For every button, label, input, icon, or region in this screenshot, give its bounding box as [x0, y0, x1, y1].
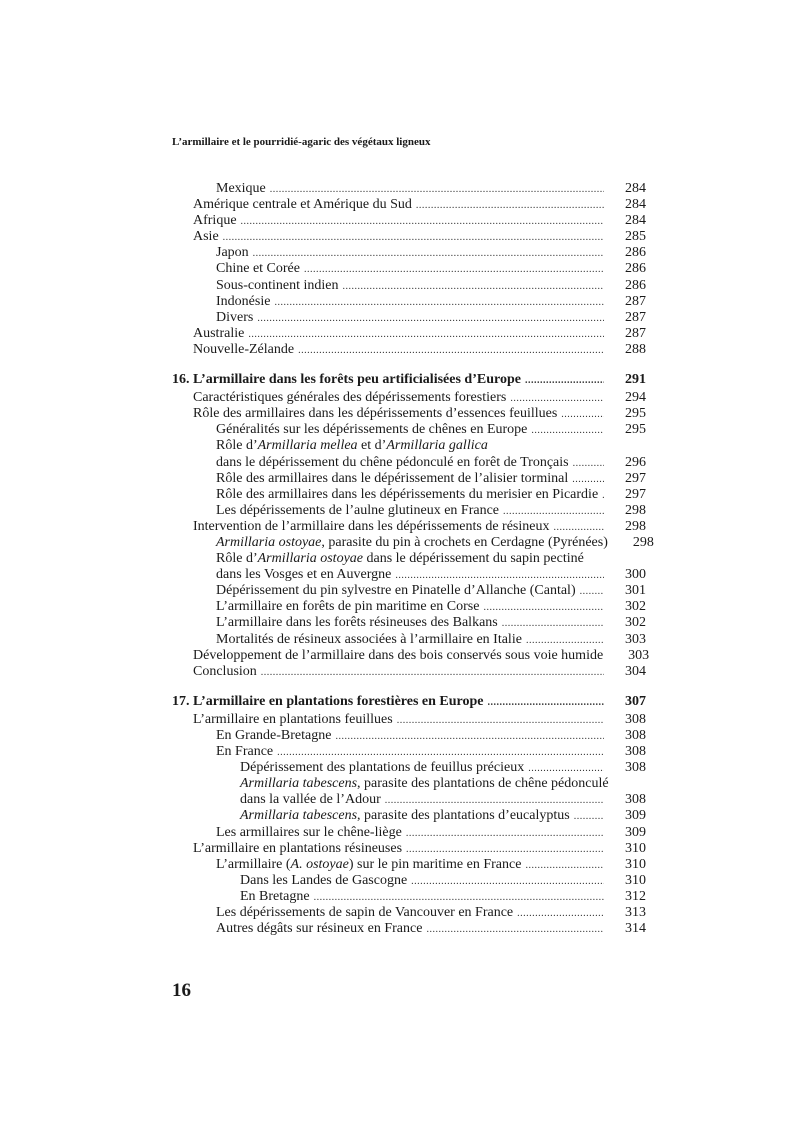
- text-segment: Les dépérissements de sapin de Vancouver en France: [216, 905, 514, 921]
- text-segment: dans les Vosges et en Auvergne: [216, 567, 392, 583]
- text-segment: Dans les Landes de Gascogne: [240, 872, 408, 888]
- italic-text: Armillaria mellea: [257, 438, 358, 454]
- text-segment: L’armillaire en plantations feuillues: [193, 711, 393, 727]
- text-segment: En Bretagne: [240, 888, 310, 904]
- dot-leader: [261, 665, 604, 681]
- toc-page-number: 295: [625, 422, 646, 438]
- toc-entry: [172, 213, 646, 229]
- toc-page-number: 303: [625, 631, 646, 647]
- text-segment: Amérique centrale et Amérique du Sud: [193, 197, 412, 213]
- toc-page-number: 287: [625, 325, 646, 341]
- toc-entry-title: [193, 664, 257, 680]
- toc-entry-title: [240, 776, 609, 792]
- toc-page-number: 308: [625, 760, 646, 776]
- toc-entry-title: [216, 857, 521, 873]
- toc-entry: [172, 776, 646, 792]
- text-segment: Divers: [216, 309, 254, 325]
- toc-page-number: 294: [625, 390, 646, 406]
- text-segment: Afrique: [193, 213, 237, 229]
- toc-entry: [172, 647, 650, 664]
- text-segment: Dépérissement des plantations de feuillus précieux: [240, 760, 525, 776]
- toc-page-number: 310: [625, 840, 646, 856]
- toc-page-number: 300: [625, 567, 646, 583]
- toc-entry-title: [216, 455, 569, 471]
- dot-leader: [253, 246, 604, 262]
- dot-leader: [248, 327, 604, 343]
- toc-entry-title: [193, 390, 506, 406]
- toc-entry-title: [216, 245, 249, 261]
- toc-page-number: 288: [625, 341, 646, 357]
- toc-page-number: 308: [625, 711, 646, 727]
- dot-leader: [343, 279, 605, 295]
- toc-entry: [172, 519, 646, 535]
- toc-entry: [172, 808, 646, 824]
- toc-entry-title: [216, 181, 266, 197]
- dot-leader: [525, 858, 604, 874]
- toc-entry-title: [216, 567, 391, 583]
- toc-entry-title: [240, 889, 310, 905]
- toc-entry-title: [240, 760, 524, 776]
- toc-entry-title: [216, 294, 270, 310]
- toc-entry: [172, 873, 646, 889]
- dot-leader: [335, 729, 604, 745]
- toc-entry-title: [193, 326, 244, 342]
- toc-entry-title: [216, 261, 300, 277]
- toc-entry-title: [193, 519, 550, 535]
- toc-page-number: 295: [625, 406, 646, 422]
- toc-page-number: 287: [625, 293, 646, 309]
- toc-entry: [172, 583, 646, 599]
- toc-page-number: 296: [625, 454, 646, 470]
- text-segment: Rôle des armillaires dans le dépérissement de l’alisier torminal: [216, 470, 569, 486]
- text-segment: L’armillaire dans les forêts résineuses des Balkans: [216, 615, 498, 631]
- toc-entry: [172, 310, 646, 326]
- dot-leader: [573, 456, 604, 472]
- text-segment: Asie: [193, 229, 219, 245]
- toc-entry: [172, 406, 646, 422]
- dot-leader: [416, 198, 604, 214]
- dot-leader: [483, 600, 604, 616]
- dot-leader: [561, 407, 604, 423]
- toc-entry-title: [216, 487, 598, 503]
- toc-entry: [172, 712, 646, 728]
- text-segment: Généralités sur les dépérissements de chênes en Europe: [216, 422, 528, 438]
- toc-entry-title: [240, 792, 381, 808]
- text-segment: dans la vallée de l’Adour: [240, 792, 381, 808]
- toc-page-number: 287: [625, 309, 646, 325]
- toc-entry: [172, 728, 646, 744]
- toc-page-number: 314: [625, 921, 646, 937]
- toc-entry-title: [193, 406, 557, 422]
- toc-entry-title: [193, 342, 294, 358]
- toc-page-number: 308: [625, 792, 646, 808]
- toc-page-number: 291: [625, 372, 646, 388]
- dot-leader: [426, 922, 604, 938]
- italic-text: A. ostoyae: [290, 856, 349, 872]
- dot-leader: [223, 230, 604, 246]
- text-segment: Intervention de l’armillaire dans les dépérissements de résineux: [193, 518, 550, 534]
- toc-entry-title: [193, 213, 237, 229]
- toc-entry-title: [193, 841, 402, 857]
- dot-leader: [531, 423, 604, 439]
- toc-page-number: 284: [625, 213, 646, 229]
- toc-entry: [172, 181, 646, 197]
- toc-page-number: 298: [632, 534, 654, 550]
- dot-leader: [572, 472, 604, 488]
- text-segment: Conclusion: [193, 663, 257, 679]
- toc-page-number: 310: [625, 872, 646, 888]
- toc-page-number: 309: [625, 824, 646, 840]
- toc-page-number: 298: [625, 518, 646, 534]
- toc-entry-title: [216, 503, 499, 519]
- toc-page-number: 286: [625, 261, 646, 277]
- dot-leader: [385, 793, 604, 809]
- italic-text: Armillaria tabescens: [240, 776, 358, 792]
- dot-leader: [298, 343, 604, 359]
- toc-page-number: 301: [625, 583, 646, 599]
- toc-entry-title: [172, 372, 521, 388]
- toc-entry-title: [216, 422, 527, 438]
- dot-leader: [580, 584, 604, 600]
- toc-entry: [172, 503, 646, 519]
- toc-entry: [172, 487, 646, 503]
- toc-entry: [172, 792, 646, 808]
- toc-entry: [172, 438, 646, 454]
- toc-entry: [172, 534, 654, 551]
- toc-entry: [172, 889, 646, 905]
- italic-text: Armillaria tabescens: [240, 808, 358, 824]
- toc-entry-title: [216, 310, 253, 326]
- text-segment: Dépérissement du pin sylvestre en Pinatelle d’Allanche (Cantal): [216, 583, 576, 599]
- toc-entry: [172, 245, 646, 261]
- toc-page-number: 310: [625, 856, 646, 872]
- text-segment: L’armillaire dans les forêts peu artificialisées d’Europe: [193, 372, 521, 388]
- dot-leader: [406, 826, 604, 842]
- dot-leader: [526, 633, 604, 649]
- toc-entry: [172, 422, 646, 438]
- toc-entry-title: [216, 615, 498, 631]
- text-segment: ) sur le pin maritime en France: [348, 856, 522, 872]
- toc-page-number: 297: [625, 470, 646, 486]
- toc-entry: [172, 455, 646, 471]
- toc-page-number: 286: [625, 245, 646, 261]
- toc-entry: [172, 905, 646, 921]
- text-segment: L’armillaire en forêts de pin maritime en Corse: [216, 599, 480, 615]
- dot-leader: [602, 488, 604, 504]
- toc-page-number: 298: [625, 502, 646, 518]
- toc-entry-title: [193, 712, 393, 728]
- dot-leader: [270, 182, 604, 198]
- text-segment: Mortalités de résineux associées à l’armillaire en Italie: [216, 631, 522, 647]
- toc-entry: [172, 615, 646, 631]
- toc-entry-title: [240, 873, 407, 889]
- toc-page-number: 297: [625, 486, 646, 502]
- toc-entry-title: [216, 551, 584, 567]
- text-segment: Autres dégâts sur résineux en France: [216, 921, 423, 937]
- toc-entry-title: [172, 694, 484, 710]
- toc-page-number: 309: [625, 808, 646, 824]
- toc-entry: [172, 921, 646, 937]
- text-segment: , parasite des plantations d’eucalyptus: [357, 808, 570, 824]
- toc-page-number: 308: [625, 728, 646, 743]
- text-segment: Mexique: [216, 181, 266, 196]
- text-segment: Sous-continent indien: [216, 277, 339, 293]
- dot-leader: [241, 214, 604, 230]
- chapter-number: 16.: [172, 372, 190, 388]
- dot-leader: [411, 874, 604, 890]
- text-segment: et d’: [357, 438, 387, 454]
- toc-entry: [172, 664, 646, 680]
- text-segment: Chine et Corée: [216, 261, 300, 277]
- toc-entry-title: [216, 583, 576, 599]
- toc-page-number: 303: [628, 647, 650, 663]
- toc-page-number: 285: [625, 229, 646, 245]
- text-segment: Développement de l’armillaire dans des bois conservés sous voie humide: [193, 647, 604, 663]
- toc-entry-title: [216, 535, 608, 551]
- text-segment: , parasite du pin à crochets en Cerdagne (Pyrénées): [321, 534, 608, 550]
- text-segment: Rôle des armillaires dans les dépérissements du merisier en Picardie: [216, 486, 599, 502]
- dot-leader: [304, 262, 604, 278]
- toc-entry: [172, 197, 646, 213]
- toc-entry: [172, 599, 646, 615]
- dot-leader: [406, 842, 604, 858]
- text-segment: En France: [216, 744, 274, 760]
- toc-entry-title: [216, 905, 513, 921]
- text-segment: Australie: [193, 325, 245, 341]
- italic-text: Armillaria ostoyae: [257, 551, 363, 567]
- toc-entry: [172, 261, 646, 277]
- text-segment: Nouvelle-Zélande: [193, 341, 295, 357]
- text-segment: Caractéristiques générales des dépérissements forestiers: [193, 390, 507, 406]
- toc-page-number: 286: [625, 277, 646, 293]
- text-segment: L’armillaire en plantations forestières en Europe: [193, 693, 484, 709]
- toc-entry: [172, 294, 646, 310]
- dot-leader: [395, 568, 604, 584]
- text-segment: L’armillaire (: [216, 856, 291, 872]
- dot-leader: [314, 890, 604, 906]
- dot-leader: [525, 373, 604, 389]
- toc-page-number: 284: [625, 181, 646, 196]
- text-segment: Les dépérissements de l’aulne glutineux en France: [216, 502, 500, 518]
- toc-page-number: 302: [625, 615, 646, 631]
- toc-chapter-entry: [172, 372, 646, 388]
- toc-page-number: 313: [625, 905, 646, 921]
- toc-entry: [172, 841, 646, 857]
- toc-entry: [172, 342, 646, 358]
- text-segment: dans le dépérissement du chêne pédonculé en forêt de Tronçais: [216, 454, 569, 470]
- toc-entry-title: [216, 438, 488, 454]
- toc-page-number: 302: [625, 599, 646, 615]
- toc-entry: [172, 567, 646, 583]
- dot-leader: [517, 906, 604, 922]
- text-segment: dans le dépérissement du sapin pectiné: [363, 551, 584, 567]
- toc-page-number: 304: [625, 663, 646, 679]
- page-number: 16: [172, 980, 191, 1001]
- text-segment: Les armillaires sur le chêne-liège: [216, 824, 402, 840]
- toc-entry: [172, 857, 646, 873]
- toc-entry: [172, 551, 646, 567]
- toc-entry-title: [193, 229, 219, 245]
- toc-entry-title: [216, 278, 339, 294]
- text-segment: En Grande-Bretagne: [216, 728, 332, 743]
- text-segment: Indonésie: [216, 293, 271, 309]
- toc-entry: [172, 326, 646, 342]
- dot-leader: [397, 713, 604, 729]
- toc-entry: [172, 471, 646, 487]
- toc-page-number: 312: [625, 888, 646, 904]
- toc-entry-title: [216, 599, 479, 615]
- dot-leader: [574, 809, 604, 825]
- dot-leader: [528, 761, 604, 777]
- toc-entry: [172, 278, 646, 294]
- dot-leader: [510, 391, 604, 407]
- toc-entry-title: [216, 471, 568, 487]
- dot-leader: [257, 311, 604, 327]
- table-of-contents: [172, 181, 654, 937]
- text-segment: Rôle d’: [216, 438, 258, 454]
- dot-leader: [554, 520, 605, 536]
- running-head: L’armillaire et le pourridié-agaric des végétaux ligneux: [172, 136, 431, 148]
- text-segment: , parasite des plantations de chêne pédonculé: [357, 776, 609, 792]
- toc-entry: [172, 760, 646, 776]
- text-segment: Rôle d’: [216, 551, 258, 567]
- toc-entry: [172, 744, 646, 760]
- text-segment: L’armillaire en plantations résineuses: [193, 840, 403, 856]
- toc-page-number: 307: [625, 693, 646, 709]
- toc-entry-title: [216, 728, 331, 744]
- dot-leader: [488, 695, 605, 711]
- dot-leader: [502, 616, 604, 632]
- toc-entry-title: [216, 921, 422, 937]
- toc-entry-title: [216, 744, 273, 760]
- text-segment: Rôle des armillaires dans les dépérissements d’essences feuillues: [193, 406, 558, 422]
- toc-entry: [172, 825, 646, 841]
- toc-chapter-entry: [172, 694, 646, 710]
- italic-text: Armillaria gallica: [386, 438, 488, 454]
- dot-leader: [503, 504, 604, 520]
- toc-entry: [172, 632, 646, 648]
- toc-entry-title: [240, 808, 570, 824]
- toc-entry-title: [216, 632, 522, 648]
- toc-entry-title: [193, 648, 603, 664]
- toc-entry: [172, 390, 646, 406]
- dot-leader: [274, 295, 604, 311]
- dot-leader: [277, 745, 604, 761]
- toc-page-number: 308: [625, 744, 646, 760]
- toc-page-number: 284: [625, 197, 646, 213]
- toc-entry-title: [193, 197, 412, 213]
- chapter-number: 17.: [172, 693, 190, 709]
- toc-entry: [172, 229, 646, 245]
- italic-text: Armillaria ostoyae: [216, 534, 322, 550]
- text-segment: Japon: [216, 245, 249, 261]
- toc-entry-title: [216, 825, 402, 841]
